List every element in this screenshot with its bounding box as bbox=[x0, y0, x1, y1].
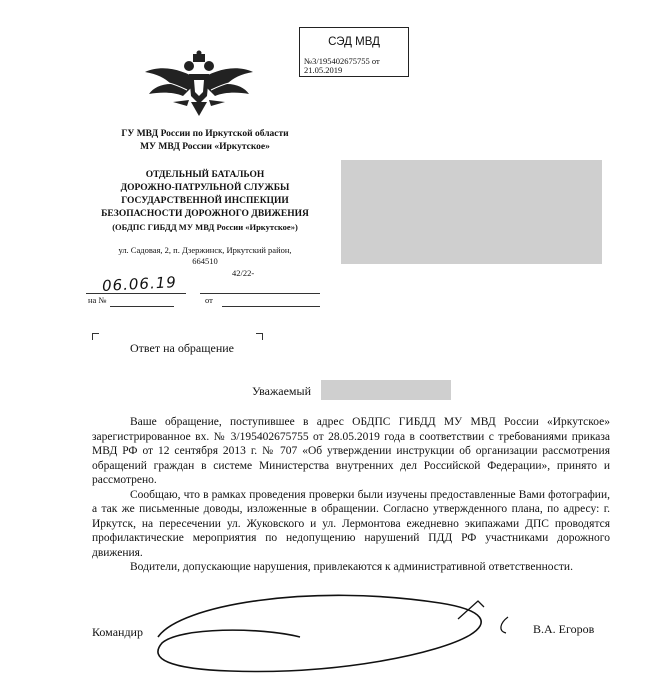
handwritten-signature bbox=[140, 575, 520, 685]
letter-body bbox=[92, 415, 610, 575]
na-line bbox=[110, 306, 174, 307]
sed-stamp bbox=[299, 27, 409, 77]
date-line bbox=[86, 293, 186, 294]
outgoing-number: 42/22- bbox=[232, 268, 255, 278]
ministry-name: ГУ МВД России по Иркутской области bbox=[121, 129, 289, 139]
redacted-recipient-block bbox=[341, 160, 602, 264]
department-name: МУ МВД России «Иркутское» bbox=[140, 142, 270, 152]
na-label: на № bbox=[88, 295, 107, 305]
redacted-recipient-name bbox=[321, 380, 451, 400]
unit-line-2: ДОРОЖНО-ПАТРУЛЬНОЙ СЛУЖБЫ bbox=[120, 183, 290, 193]
handwritten-date: 06.06.19 bbox=[101, 273, 178, 295]
ot-line bbox=[222, 306, 320, 307]
unit-line-3: ГОСУДАРСТВЕННОЙ ИНСПЕКЦИИ bbox=[121, 196, 289, 206]
subject-corner-right bbox=[256, 333, 263, 340]
unit-line-1: ОТДЕЛЬНЫЙ БАТАЛЬОН bbox=[145, 170, 265, 180]
number-line bbox=[200, 293, 320, 294]
address-line: ул. Садовая, 2, п. Дзержинск, Иркутский район, bbox=[118, 245, 292, 255]
subject: Ответ на обращение bbox=[130, 341, 234, 355]
double-headed-eagle-emblem-icon bbox=[143, 50, 255, 122]
salutation: Уважаемый bbox=[252, 384, 311, 398]
subject-corner-left bbox=[92, 333, 99, 340]
paragraph-1: Ваше обращение, поступившее в адрес ОБДПС ГИБДД МУ МВД России «Иркутское» зарегистрированное вх. № 3/195402675755 от 28.05.2019 года в соответствии с требованиями приказа МВД РФ от 12 сентября 2013 г. № 707 «Об утверждении инструкции об организации рассмотрения обращений граждан в системе Министерства внутренних дел Российской Федерации», принято и рассмотрено. bbox=[92, 416, 610, 486]
sed-stamp-title: СЭД МВД bbox=[328, 36, 380, 48]
sed-stamp-number: №3/195402675755 от 21.05.2019 bbox=[304, 56, 380, 75]
unit-line-4: БЕЗОПАСНОСТИ ДОРОЖНОГО ДВИЖЕНИЯ bbox=[101, 209, 309, 219]
postcode: 664510 bbox=[192, 256, 218, 266]
unit-line-5: (ОБДПС ГИБДД МУ МВД России «Иркутское») bbox=[112, 222, 298, 232]
signature-position: Командир bbox=[92, 625, 143, 639]
paragraph-2: Сообщаю, что в рамках проведения проверки были изучены предоставленные Вами фотографии, а так же письменные доводы, изложенные в обращении. Согласно утвержденного плана, по адресу: г. Иркутск, на пересечении ул. Жуковского и ул. Лермонтова ежедневно экипажами ДПС проводятся профилактические мероприятия по недопущению нарушений ПДД РФ участниками дорожного движения. bbox=[92, 488, 610, 559]
ot-label: от bbox=[205, 295, 213, 305]
paragraph-3: Водители, допускающие нарушения, привлекаются к административной ответственности. bbox=[130, 561, 573, 573]
signature-name: В.А. Егоров bbox=[533, 622, 595, 636]
